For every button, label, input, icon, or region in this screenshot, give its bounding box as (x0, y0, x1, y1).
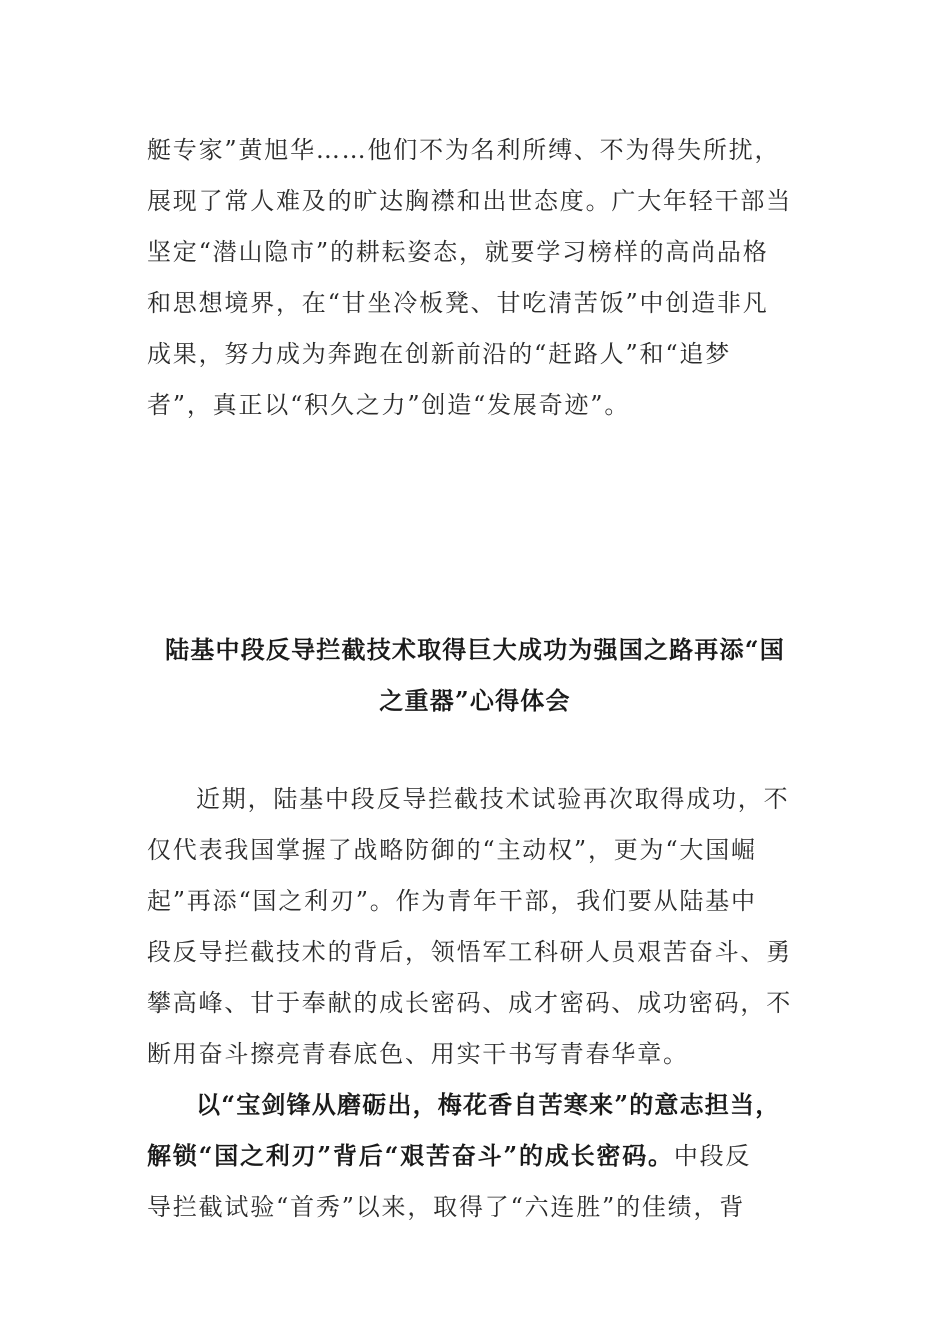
body-text-line: 段反导拦截技术的背后，领悟军工科研人员艰苦奋斗、勇 (147, 938, 792, 966)
body-text-line: 展现了常人难及的旷达胸襟和出世态度。广大年轻干部当 (147, 187, 792, 215)
body-text-tail: 中段反 (673, 1142, 752, 1170)
body-text-line: 起”再添“国之利刃”。作为青年干部，我们要从陆基中 (147, 887, 757, 915)
body-text-line: 攀高峰、甘于奉献的成长密码、成才密码、成功密码，不 (147, 989, 792, 1017)
section-heading-text: 解锁“国之利刃”背后“艰苦奋斗”的成长密码。 (147, 1141, 674, 1170)
body-text-line: 仅代表我国掌握了战略防御的“主动权”，更为“大国崛 (147, 836, 757, 864)
article-title-line: 之重器”心得体会 (379, 686, 571, 715)
article-title-line: 陆基中段反导拦截技术取得巨大成功为强国之路再添“国 (165, 635, 785, 664)
body-text-line: 坚定“潜山隐市”的耕耘姿态，就要学习榜样的高尚品格 (147, 238, 769, 266)
body-text-line: 导拦截试验“首秀”以来，取得了“六连胜”的佳绩，背 (147, 1193, 746, 1221)
body-text-line: 成果，努力成为奔跑在创新前沿的“赶路人”和“追梦 (147, 340, 732, 368)
section-heading-line: 以“宝剑锋从磨砺出，梅花香自苦寒来”的意志担当， (196, 1090, 781, 1119)
body-text-line: 和思想境界，在“甘坐冷板凳、甘吃清苦饭”中创造非凡 (147, 289, 769, 317)
body-text-line: 者”，真正以“积久之力”创造“发展奇迹”。 (147, 391, 631, 419)
body-text-line: 近期，陆基中段反导拦截技术试验再次取得成功，不 (196, 785, 790, 813)
body-text-line: 断用奋斗擦亮青春底色、用实干书写青春华章。 (147, 1040, 689, 1068)
section-mixed-line (147, 1141, 751, 1171)
body-text-line: 艇专家”黄旭华……他们不为名利所缚、不为得失所扰， (147, 136, 781, 164)
